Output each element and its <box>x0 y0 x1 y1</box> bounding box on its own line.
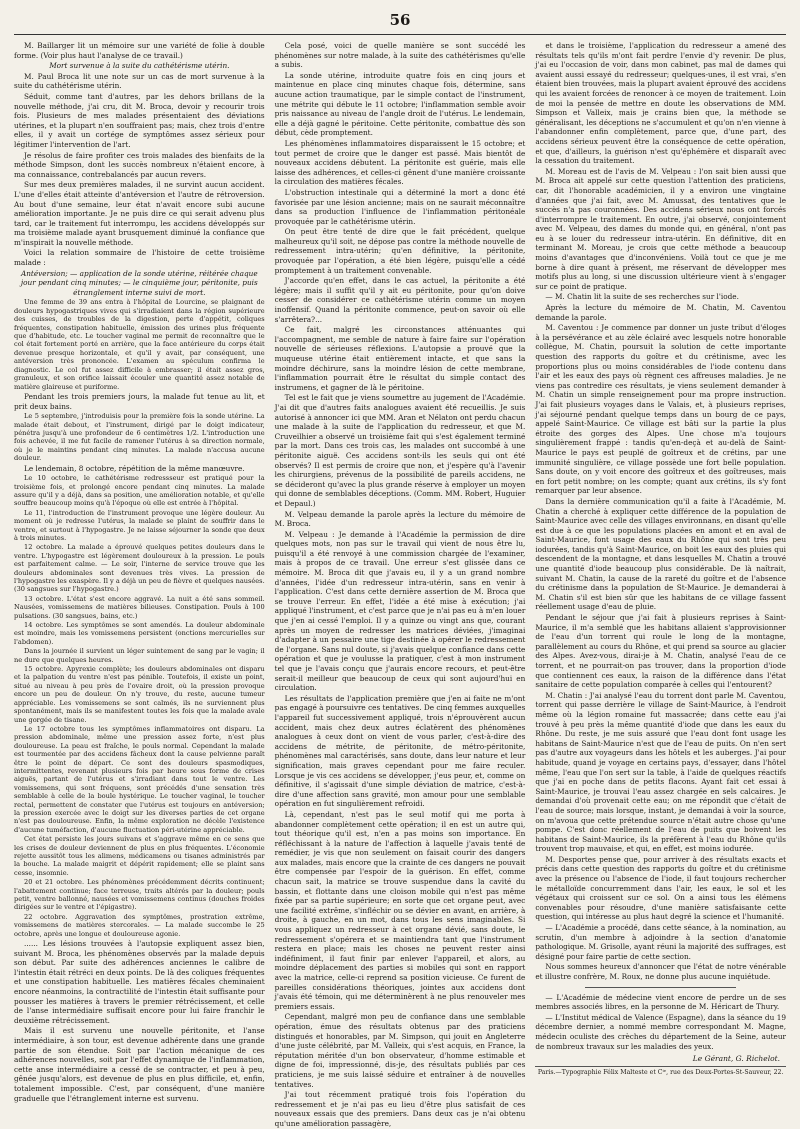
paragraph: Le lendemain, 8 octobre, répétition de la même manœuvre. <box>24 463 245 473</box>
paragraph: Séduit, comme tant d'autres, par les dehors brillans de la nouvelle méthode, j'ai cru, dit M. Broca, devoir y recourir trois fois. Plusieurs de mes malades présentaient des déviations utérines, et la plupart n'en souffraient pas; mais, chez trois d'entre elles, il y avait un cortége de symptômes assez sérieux pour légitimer l'intervention de l'art. <box>14 91 265 149</box>
paragraph: M. Paul Broca lit une note sur un cas de mort survenue à la suite du cathétérisme utérin. <box>14 71 265 91</box>
paragraph: Après la lecture du mémoire de M. Chatin, M. Caventou demande la parole. <box>535 303 787 322</box>
paragraph: Dans la dernière communication qu'il a faite à l'Académie, M. Chatin a cherché à expliquer cette différence de la population de Saint-Maurice avec celle des villages environnans, en disant qu'elle est due à ce que les populations placées en amont et en aval de Saint-Maurice, font usage des eaux du Rhône qui sont très peu iodurées, tandis qu'à Saint-Maurice, on boit les eaux des pluies qui descendent de la montagne, et dans lesquelles M. Chatin a trouvé une quantité d'iode beaucoup plus considérable. De là naîtrait, suivant M. Chatin, la cause de la rareté du goître et de l'absence du crétinisme dans la population de St-Maurice. Je demanderai à M. Chatin s'il est bien sûr que les habitans de ce village fassent réellement usage d'eau de pluie. <box>535 496 787 612</box>
paragraph: M. Velpeau : Je demande à l'Académie la permission de dire quelques mots, non pas sur le travail qui vient de nous être lu, puisqu'il a été renvoyé à une commission chargée de l'examiner, mais à propos de ce travail. Une erreur s'est glissée dans ce mémoire. M. Broca dit que j'avais eu, il y a un grand nombre d'années, l'idée d'un redresseur intra-utérin, sans en venir à l'application. C'est dans cette dernière assertion de M. Broca que se trouve l'erreur. En effet, l'idée a été mise à exécution; j'ai appliqué l'instrument, et c'est parce que je n'ai pas eu à m'en louer que j'en ai cessé l'emploi. Il y a quinze ou vingt ans que, courant après un moyen de redresser les matrices déviées, j'imaginai d'adapter à un pessaire une tige destinée à opérer le redressement de l'organe. Sans nul doute, si j'avais quelque confiance dans cette opération et que je voulusse la pratiquer, c'est à mon instrument tel que je l'avais conçu que j'aurais encore recours, et peut-être serait-il meilleur que beaucoup de ceux qui sont aujourd'hui en circulation. <box>274 529 526 693</box>
paragraph: Les phénomènes inflammatoires disparaissent le 15 octobre; et tout permet de croire que le danger est passé. Mais bientôt de nouveaux accidens débutent. La péritonite est guérie, mais elle laisse des adhérences, et celles-ci gênent d'une manière croissante la circulation des matières fécales. <box>274 138 526 187</box>
paragraph: J'ai tout récemment pratiqué trois fois l'opération du redressement et je n'ai pas eu lieu d'être plus satisfait de ces nouveaux essais que des premiers. Dans deux cas je n'ai obtenu qu'une amélioration passagère, <box>274 1090 526 1128</box>
paragraph: Cet état persiste les jours suivans et s'aggrave même en ce sens que les crises de douleur deviennent de plus en plus fréquentes. L'économie rejette aussitôt tous les alimens, médicamens ou tisanes administrés par la bouche. La malade maigrit et dépérit rapidement; elle se plaint sans cesse, insomnie. <box>14 835 265 877</box>
paragraph: et dans le troisième, l'application du redresseur a amené des résultats tels qu'ils m'ont fait perdre l'envie d'y revenir. De plus, j'ai eu l'occasion de voir, dans mon cabinet, pas mal de dames qui avaient aussi essayé du redresseur; quelques-unes, il est vrai, s'en étaient bien trouvées, mais la plupart avaient éprouvé des accidens qui les avaient forcées de renoncer à ce moyen de traitement. Loin de moi la pensée de mettre en doute les observations de MM. Simpson et Valleix, mais je crains bien que, la méthode se généralisant, les déceptions ne s'accumulent et qu'on n'en vienne à l'abandonner enfin complètement, parce que, d'une part, des accidens sérieux peuvent être la conséquence de cette opération, et que, d'ailleurs, la guérison n'est qu'éphémère et disparaît avec la cessation du traitement. <box>535 41 787 166</box>
paragraph: Le 11, l'introduction de l'instrument provoque une légère douleur. Au moment où je redresse l'utérus, la malade se plaint de souffrir dans le ventre, et surtout à l'hypogastre. Je ne laisse séjourner la sonde que deux à trois minutes. <box>14 508 265 542</box>
paragraph: Pendant les trois premiers jours, la malade fut tenue au lit, et prit deux bains. <box>14 391 265 411</box>
header-rule <box>14 34 786 35</box>
paragraph: M. Desportes pense que, pour arriver à des résultats exacts et précis dans cette question des rapports du goître et du crétinisme avec la présence ou l'absence de l'iode, il faut toujours rechercher le métalloïde concurremment dans l'air, les eaux, le sol et les végétaux qui croissent sur ce sol. On a ainsi tous les élémens convenables pour résoudre, d'une manière satisfaisante cette question, qui intéresse au plus haut degré la science et l'humanité. <box>535 854 787 922</box>
paragraph: Mais il est survenu une nouvelle péritonite, et l'anse intermédiaire, à son tour, est devenue adhérente dans une grande partie de son étendue. Soit par l'action mécanique de ces adhérences nouvelles, soit par l'effet dynamique de l'inflammation, cette anse intermédiaire a cessé de se contracter, et peu à peu, gênée jusqu'alors, est devenue de plus en plus difficile, et, enfin, totalement impossible. C'est, par conséquent, d'une manière graduelle que l'étranglement interne est survenu. <box>14 1026 265 1103</box>
paragraph: On peut être tenté de dire que le fait précédent, quelque malheureux qu'il soit, ne dépose pas contre la méthode nouvelle de redressement intra-utérin; qu'en définitive, la péritonite, provoquée par l'opération, a été bien légère, puisqu'elle a cédé promptement à un traitement convenable. <box>274 227 526 275</box>
paragraph: J'accorde qu'en effet, dans le cas actuel, la péritonite a été légère; mais il suffit qu'il y ait eu péritonite, pour qu'on doive cesser de considérer ce cathétérisme utérin comme un moyen inoffensif. Quand la péritonite commence, peut-on savoir où elle s'arrêtera?... <box>274 276 526 324</box>
columns <box>14 41 787 1128</box>
paragraph: — M. Chatin lit la suite de ses recherches sur l'iode. <box>545 292 739 302</box>
paragraph: Le 5 septembre, j'introduisis pour la première fois la sonde utérine. La malade était debout, et l'instrument, dirigé par le doigt indicateur, pénétra jusqu'à une profondeur de 6 centimètres 1/2. L'introduction une fois achevée, il me fut facile de ramener l'utérus à sa direction normale, où je le maintins pendant cinq minutes. La malade n'accusa aucune douleur. <box>14 412 265 463</box>
paragraph: La sonde utérine, introduite quatre fois en cinq jours et maintenue en place cinq minutes chaque fois, détermine, sans aucune action traumatique, par le simple contact de l'instrument, une métrite qui débute le 11 octobre; l'inflammation semble avoir pris naissance au niveau de l'angle droit de l'utérus. Le lendemain, elle a déjà gagné le péritoine. Cette péritonite, combattue dès son début, cède promptement. <box>274 70 526 138</box>
column-3 <box>535 41 786 1091</box>
paragraph: Antéversion; — application de la sonde utérine, réitérée chaque jour pendant cinq minutes; — le cinquième jour, péritonite, puis étranglement interne suivi de mort. <box>20 268 258 297</box>
paragraph: Le 10 octobre, le cathétérisme redressseur est pratiqué pour la troisième fois, et prolongé encore pendant cinq minutes. La malade assure qu'il y a déjà, dans sa position, une amélioration notable, et qu'elle souffre beaucoup moins qu'à l'époque où elle est entrée à l'hôpital. <box>14 474 265 508</box>
paragraph: M. Velpeau demande la parole après la lecture du mémoire de M. Broca. <box>274 509 526 529</box>
column-2 <box>274 41 526 1128</box>
paragraph: ...... Les lésions trouvées à l'autopsie expliquent assez bien, suivant M. Broca, les phénomènes observés par la malade depuis son début. Par suite des adhérences anciennes le calibre de l'intestin était rétréci en deux points. De là des coliques fréquentes et une constipation habituelle. Les matières fécales cheminaient encore néanmoins, la contractilité de l'intestin était suffisante pour pousser les matières à travers le premier rétrécissement, et celle de l'anse intermédiaire suffisait encore pour lui faire franchir le deuxième rétrécissement. <box>14 939 265 1025</box>
paragraph: 14 octobre. Les symptômes se sont amendés. La douleur abdominale est moindre, mais les vomissemens persistent (onctions mercurielles sur l'abdomen). <box>14 621 265 646</box>
paragraph: Ce fait, malgré les circonstances atténuantes qui l'accompagnent, me semble de nature à faire faire sur l'opération nouvelle de sérieuses réflexions. L'autopsie a prouvé que la muqueuse utérine était entièrement intacte, et que sans la moindre déchirure, sans la moindre lésion de cette membrane, l'inflammation pourrait être le résultat du simple contact des instrumens, et gagner de là le péritoine. <box>274 325 526 392</box>
printer-line: Paris.—Typographie Félix Malteste et Cⁱᵉ, rue des Deux-Portes-St-Sauveur, 22. <box>535 1066 786 1076</box>
paragraph: Le 17 octobre tous les symptômes inflammatoires ont disparu. La pression abdominale, même une pression assez forte, n'est plus douloureuse. La peau est fraîche, le pouls normal. Cependant la malade est tourmentée par des accidens fâcheux dont la cause pelvienne paraît être le point de départ. Ce sont des douleurs spasmodiques, intermittentes, revenant plusieurs fois par heure sous forme de crises aiguës, partant de l'utérus et s'irradiant dans tout le ventre. Les vomissemens, qui sont fréquens, sont précédés d'une sensation très semblable à celle de la boule hystérique. Le toucher vaginal, le toucher rectal, permettent de constater que l'utérus est toujours en antéversion; la pression exercée avec le doigt sur les diverses parties de cet organe n'est pas douloureuse. Enfin, la même exploration ne décèle l'existence d'aucune tuméfaction, d'aucune fluctuation péri-utérine appréciable. <box>14 724 265 834</box>
paragraph: M. Moreau est de l'avis de M. Velpeau : l'on sait bien aussi que M. Broca ait appelé sur cette question l'attention des praticiens, car, dit l'honorable académicien, il y a environ une vingtaine d'années que j'ai fait, avec M. Amussat, des tentatives que le succès n'a pas couronnées. Des accidens sérieux nous ont forcés d'interrompre le traitement. En outre, j'ai observé, conjointement avec M. Velpeau, des dames du monde qui, en général, n'ont pas eu à se louer du redresseur intra-utérin. En définitive, dit en terminant M. Moreau, je crois que cette méthode a beaucoup moins d'avantages que d'inconvéniens. Voilà tout ce que je me borne à dire quant à présent, me réservant de développer mes motifs plus au long, si une discussion ultérieure vient à s'engager sur ce point de pratique. <box>535 166 787 291</box>
page-number: 56 <box>389 11 411 29</box>
paragraph: Sur mes deux premières malades, il ne survint aucun accident. L'une d'elles était atteinte d'antéversion et l'autre de rétroversion. Au bout d'une semaine, leur état n'avait encore subi aucune amélioration importante. Je ne puis dire ce qui serait advenu plus tard, car le traitement fut interrompu, les accidens développés sur ma troisième malade ayant brusquement diminué la confiance que m'inspirait la nouvelle méthode. <box>14 180 265 247</box>
paragraph: 12 octobre. La malade a éprouvé quelques petites douleurs dans le ventre. L'hypogastre est légèrement douloureux à la pression. Le pouls est parfaitement calme. — Le soir, l'interne de service trouve que les douleurs abdominales sont devenues très vives. La pression de l'hypogastre les exaspère. Il y a déjà un peu de fièvre et quelques nausées. (30 sangsues sur l'hypogastre.) <box>14 543 265 594</box>
paragraph: L'obstruction intestinale qui a déterminé la mort a donc été favorisée par une lésion ancienne; mais on ne saurait méconnaître dans sa production l'influence de l'inflammation péritonéale provoquée par le cathétérisme utérin. <box>274 187 526 226</box>
paragraph: Je résolus de faire profiter ces trois malades des bienfaits de la méthode Simpson, dont les succès nombreux n'étaient encore, à ma connaissance, contrebalancés par aucun revers. <box>14 150 265 179</box>
section-separator <box>585 987 735 988</box>
paragraph: — L'Institut médical de Valence (Espagne), dans la séance du 19 décembre dernier, a nommé membre correspondant M. Magne, médecin oculiste des crèches du département de la Seine, auteur de nombreux travaux sur les maladies des yeux. <box>535 1012 787 1051</box>
paragraph: Cela posé, voici de quelle manière se sont succédé les phénomènes sur notre malade, à la suite des cathétérismes qu'elle a subis. <box>274 41 526 70</box>
paragraph: Dans la journée il survient un léger suintement de sang par le vagin; il ne dure que quelques heures. <box>14 647 265 664</box>
paragraph: Nous sommes heureux d'annoncer que l'état de notre vénérable et illustre confrère, M. Roux, ne donne plus aucune inquiétude. <box>535 962 787 981</box>
paragraph: Cependant, malgré mon peu de confiance dans une semblable opération, émue des résultats obtenus par des praticiens distingués et honorables, par M. Simpson, qui jouit en Angleterre d'une juste célébrité, par M. Valleix, qui s'est acquis, en France, la réputation méritée d'un bon observateur, d'homme estimable et digne de foi, impressionné, dis-je, des résultats publiés par ces praticiens, je me suis laissé séduire et entraîner à de nouvelles tentatives. <box>274 1012 526 1089</box>
paragraph: Mort survenue à la suite du cathétérisme utérin. <box>49 61 230 71</box>
paragraph: 22 octobre. Aggravation des symptômes, prostration extrême, vomissemens de matières stercorales. — La malade succombe le 25 octobre, après une longue et douloureuse agonie. <box>14 912 265 938</box>
paragraph: 15 octobre. Apyrexie complète; les douleurs abdominales ont disparu et la palpation du ventre n'est pas pénible. Toutefois, il existe un point, situé au niveau à peu près de l'ovaire droit, où la pression provoque encore un peu de douleur. On n'y trouve, du reste, aucune tumeur appréciable. Les vomissemens se sont calmés, ils ne surviennent plus spontanément, mais ils se manifestent toutes les fois que la malade avale une gorgée de tisane. <box>14 665 265 724</box>
paragraph: Là, cependant, n'est pas le seul motif qui me porta à abandonner complètement cette opération; il en est un autre qui, tout théorique qu'il est, n'en a pas moins son importance. En réfléchissant à la nature de l'affection à laquelle j'avais tenté de remédier, je vis que non seulement on faisait courir des dangers aux malades, mais encore que la crainte de ces dangers ne pouvait être compensée par l'espoir de la guérison. En effet, comme chacun sait, la matrice se trouve suspendue dans la cavité du bassin, et flottante dans une cloison mobile qui n'est pas même fixée par sa partie supérieure; en sorte que cet organe peut, avec une facilité extrême, s'infléchir ou se dévier en avant, en arrière, à droite, à gauche, en un mot, dans tous les sens imaginables. Si vous appliquez un redresseur à cet organe dévié, sans doute, le redressement s'opérera et se maintiendra tant que l'instrument restera en place; mais les choses ne peuvent rester ainsi indéfiniment, il faut finir par enlever l'appareil, et alors, au moindre déplacement des parties si mobiles qui sont en rapport avec la matrice, celle-ci reprend sa position vicieuse. Ce furent de pareilles considérations théoriques, jointes aux accidens dont j'avais été témoin, qui me déterminèrent à ne plus renouveler mes premiers essais. <box>274 809 526 1011</box>
paragraph: 20 et 21 octobre. Les phénomènes précédemment décrits continuent; l'abattement continue; face terreuse, traits altérés par la douleur; pouls petit, ventre ballonné, nausées et vomissemens continus (douches froides dirigées sur le ventre et l'épigastre). <box>14 878 265 912</box>
paragraph: M. Caventou : Je commence par donner un juste tribut d'éloges à la persévérance et au zèle éclairé avec lesquels notre honorable collègue, M. Chatin, poursuit la solution de cette importante question des rapports du goître et du crétinisme, avec les proportions plus ou moins considérables de l'iode contenu dans l'air et les eaux des pays où règnent ces affreuses maladies. Je ne viens pas contredire ces résultats, je viens seulement demander à M. Chatin un simple renseignement pour ma propre instruction. J'ai fait plusieurs voyages dans le Valais, et, à plusieurs reprises, j'ai séjourné pendant quelque temps dans un bourg de ce pays, appelé Saint-Maurice. Ce village est bâti sur la partie la plus étroite des gorges des Alpes. Une chose m'a toujours singulièrement frappé : tandis qu'en-deçà et au-delà de Saint-Maurice le pays est peuplé de goîtreux et de crétins, par une immunité singulière, ce village possède une fort belle population. Sans doute, on y voit encore des goîtreux et des goîtreuses, mais en fort petit nombre; on les compte; quant aux crétins, ils s'y font remarquer par leur absence. <box>535 323 787 496</box>
paragraph: Pendant le séjour que j'ai fait à plusieurs reprises à Saint-Maurice, il m'a semblé que les habitans allaient s'approvisionner de l'eau d'un torrent qui roule le long de la montagne, parallèlement au cours du Rhône, et qui prend sa source au glacier des Alpes. Avez-vous, dirai-je à M. Chatin, analysé l'eau de ce torrent, et ne pourrait-on pas trouver, dans la proportion d'iode que contiennent ces eaux, la raison de la différence dans l'état sanitaire de cette population comparée à celles qui l'entourent? <box>535 613 787 690</box>
paragraph: Les résultats de l'application première que j'en ai faite ne m'ont pas engagé à poursuivre ces tentatives. De cinq femmes auxquelles l'appareil fut successivement appliqué, trois n'éprouvèrent aucun accident, mais chez deux autres éclatèrent des phénomènes analogues à ceux dont on vient de vous parler, c'est-à-dire des accidens de métrite, de péritonite, de métro-péritonite, phénomènes mal caractérisés, sans doute, dans leur nature et leur signification, mais graves cependant pour me faire reculer. Lorsque je vis ces accidens se développer, j'eus peur, et, comme on définitive, il s'agissait d'une simple déviation de matrice, c'est-à-dire d'une affection sans gravité, mon amour pour une semblable opération en fut singulièrement refroidi. <box>274 693 526 809</box>
paragraph: 13 octobre. L'état s'est encore aggravé. La nuit a été sans sommeil. Nausées, vomissemens de matières bilieuses. Constipation. Pouls à 100 pulsations. (30 sangsues, bains, etc.) <box>14 594 265 620</box>
paragraph: M. Baillarger lit un mémoire sur une variété de folie à double forme. (Voir plus haut l'analyse de ce travail.) <box>14 41 265 60</box>
paragraph: M. Chatin : J'ai analysé l'eau du torrent dont parle M. Caventou, torrent qui passe derrière le village de Saint-Maurice, à l'endroit même où la légion romaine fut massacrée; dans cette eau j'ai trouvé à peu près la même quantité d'iode que dans les eaux du Rhône. Du reste, je me suis assuré que l'eau dont font usage les habitans de Saint-Maurice n'est que de l'eau de puits. On n'en sert pas d'autre aux voyageurs dans les hôtels et les auberges. J'ai pour habitude, quand je voyage en certains pays, d'essayer, dans l'hôtel même, l'eau que l'on sert sur la table, à l'aide de quelques réactifs que j'ai en poche dans de petits flacons. Ayant fait cet essai à Saint-Maurice, je trouvai l'eau assez chargée en sels calcaires. Je demandai d'où provenait cette eau; on me répondit que c'était de l'eau de source; mais lorsque, instant, je demandai à voir la source, on m'avoua que cette prétendue source n'était autre chose qu'une pompe. C'est donc réellement de l'eau de puits que boivent les habitans de Saint-Maurice, ils la préfèrent à l'eau du Rhône qu'ils trouvent trop mauvaise, et qui, en effet, est moins iodurée. <box>535 690 787 854</box>
paragraph: Voici la relation sommaire de l'histoire de cette troisième malade : <box>14 248 265 268</box>
paragraph: — L'Académie de médecine vient encore de perdre un de ses membres associés libres, en la personne de M. Héricart de Thury. <box>535 992 787 1012</box>
paragraph: — L'Académie a procédé, dans cette séance, à la nomination, au scrutin, d'un membre à adjoindre à la section d'anatomie pathologique. M. Grisolle, ayant réuni la majorité des suffrages, est désigné pour faire partie de cette section. <box>535 923 787 961</box>
paragraph: Une femme de 39 ans entra à l'hôpital de Lourcine, se plaignant de douleurs hypogastriques vives qui s'irradiaient dans la région supérieure des cuisses, de troubles de la digestion, perte d'appétit, coliques fréquentes, constipation habituelle, émission des urines plus fréquente que d'habitude, etc. Le toucher vaginal me permit de reconnaître que le col était fortement porté en arrière, que la face antérieure du corps était devenue presque horizontale, et qu'il y avait, par conséquent, une antéversion très prononcée. L'examen au spéculum confirma le diagnostic. Le col fut assez difficile à embrasser; il était assez gros, granuleux, et son orifice laissait écouler une quantité assez notable de matière glaireuse et puriforme. <box>14 298 265 391</box>
signature: Le Gérant, G. Richelot. <box>692 1054 781 1064</box>
column-1 <box>14 41 265 1103</box>
paragraph: Tel est le fait que je viens soumettre au jugement de l'Académie. J'ai dit que d'autres faits analogues avaient été recueillis. Je suis autorisé à annoncer ici que MM. Aran et Nélaton ont perdu chacun une malade à la suite de l'application du redresseur, et que M. Cruveilhier a observé un troisième fait qui s'est également terminé par la mort. Dans ces trois cas, les malades ont succombé à une péritonite aiguë. Ces accidens sont-ils les seuls qui ont été observés? Il est permis de croire que non, et j'espère qu'à l'avenir les chirurgiens, prévenus de la possibilité de pareils accidens, ne se décideront qu'avec la plus grande réserve à employer un moyen qui donne de semblables déceptions. (Comm. MM. Robert, Huguier et Depaul.) <box>274 393 526 508</box>
